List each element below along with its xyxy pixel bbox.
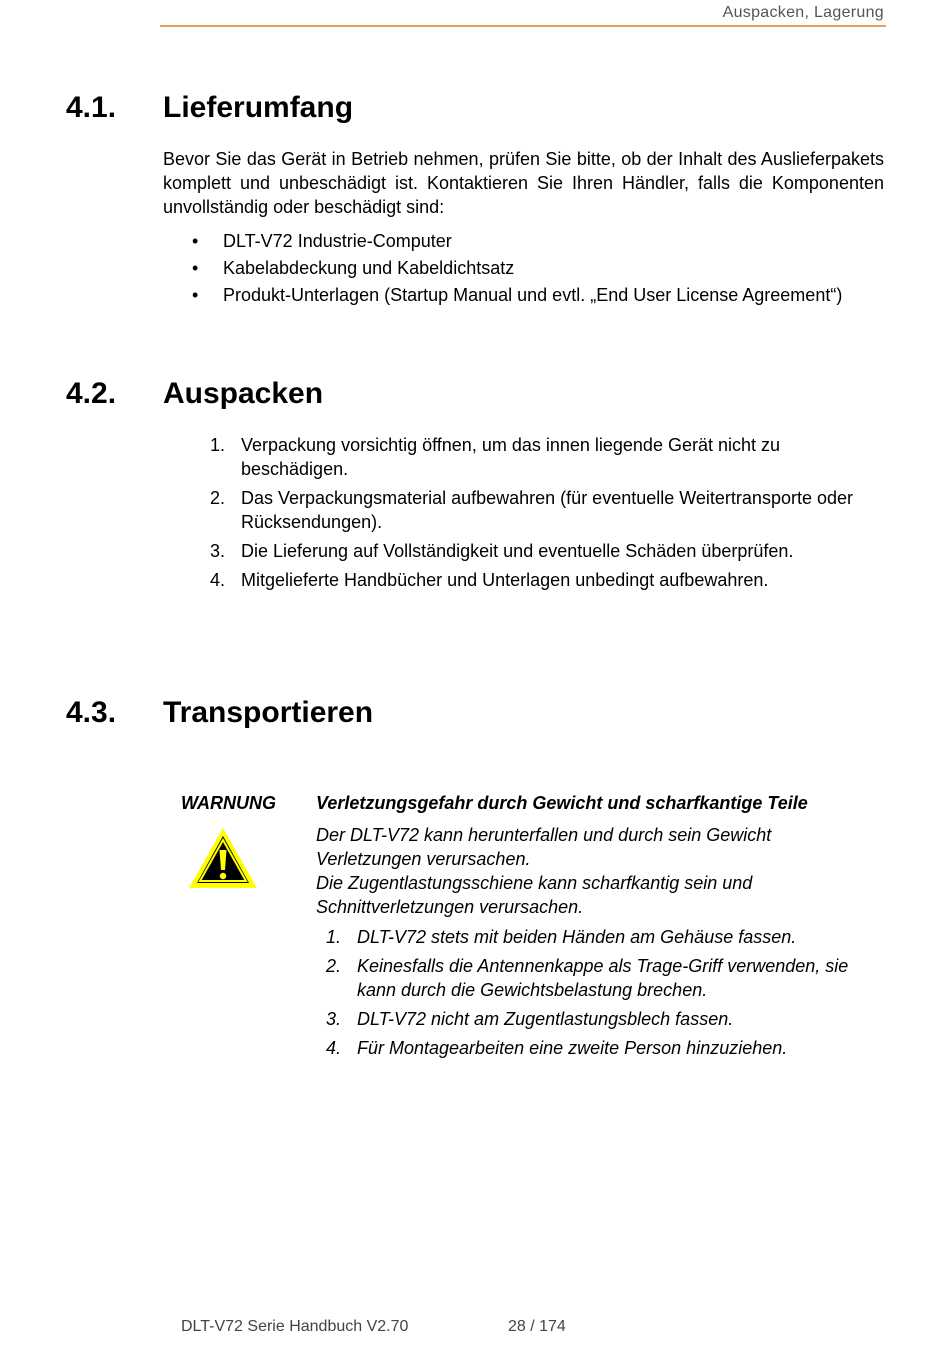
footer-document-title: DLT-V72 Serie Handbuch V2.70 [181,1318,409,1335]
footer-page-number: 28 / 174 [508,1318,566,1335]
header-rule [160,25,886,27]
step-text: Das Verpackungsmaterial aufbewahren (für eventuelle Weitertransporte oder Rücksendungen). [241,488,853,532]
warning-title: Verletzungsgefahr durch Gewicht und scharfkantige Teile [316,793,808,813]
warning-body-line: Die Zugentlastungsschiene kann scharfkantig sein und [316,873,753,893]
list-item [210,539,885,563]
step-number: 3. [210,541,226,561]
section-number: 4.1. [66,91,117,124]
step-text: Mitgelieferte Handbücher und Unterlagen unbedingt aufbewahren. [241,570,769,590]
section-number: 4.2. [66,377,117,410]
section-title: Auspacken [163,377,324,410]
step-text: DLT-V72 nicht am Zugentlastungsblech fassen. [357,1009,734,1029]
step-number: 3. [326,1009,342,1029]
warning-triangle-icon [187,826,259,890]
step-number: 1. [326,927,342,947]
list-item [210,486,885,534]
list-item [326,1007,886,1031]
warning-body-line: Der DLT-V72 kann herunterfallen und durch sein Gewicht [316,825,772,845]
step-number: 4. [326,1038,342,1058]
step-number: 1. [210,435,226,455]
step-text: Verpackung vorsichtig öffnen, um das innen liegende Gerät nicht zu beschädigen. [241,435,781,479]
step-number: 4. [210,570,226,590]
warning-body-line: Schnittverletzungen verursachen. [316,897,584,917]
list-item [326,954,886,1002]
warning-label: WARNUNG [181,793,276,813]
section-heading-lieferumfang [66,91,353,125]
step-number: 2. [210,488,226,508]
warning-body [316,823,876,919]
section-number: 4.3. [66,696,117,729]
list-item [210,568,885,592]
section-heading-transportieren [66,696,373,730]
list-item [326,1036,886,1060]
section-title: Transportieren [163,696,374,729]
warning-steps [326,925,886,1065]
step-text: Für Montagearbeiten eine zweite Person hinzuziehen. [357,1038,788,1058]
step-number: 2. [326,956,342,976]
section-heading-auspacken [66,377,323,411]
auspacken-steps [210,433,885,597]
list-item: • Produkt-Unterlagen (Startup Manual und evtl. „End User License Agreement“) [163,282,884,309]
warning-body-line: Verletzungen verursachen. [316,849,531,869]
step-text: Keinesfalls die Antennenkappe als Trage-Griff verwenden, sie kann durch die Gewichtsbelastung brechen. [357,956,849,1000]
list-item: • Kabelabdeckung und Kabeldichtsatz [163,255,884,282]
list-item: • DLT-V72 Industrie-Computer [163,228,884,255]
section-title: Lieferumfang [163,91,354,124]
step-text: Die Lieferung auf Vollständigkeit und eventuelle Schäden überprüfen. [241,541,794,561]
step-text: DLT-V72 stets mit beiden Händen am Gehäuse fassen. [357,927,797,947]
header-title: Auspacken, Lagerung [722,4,884,21]
list-item [210,433,885,481]
lieferumfang-intro: Bevor Sie das Gerät in Betrieb nehmen, prüfen Sie bitte, ob der Inhalt des Auslieferpakets komplett und unbeschädigt ist. Kontaktieren Sie Ihren Händler, falls die Komponenten unvollständig oder beschädigt sind: [163,149,884,217]
lieferumfang-list [163,228,884,309]
list-item [326,925,886,949]
